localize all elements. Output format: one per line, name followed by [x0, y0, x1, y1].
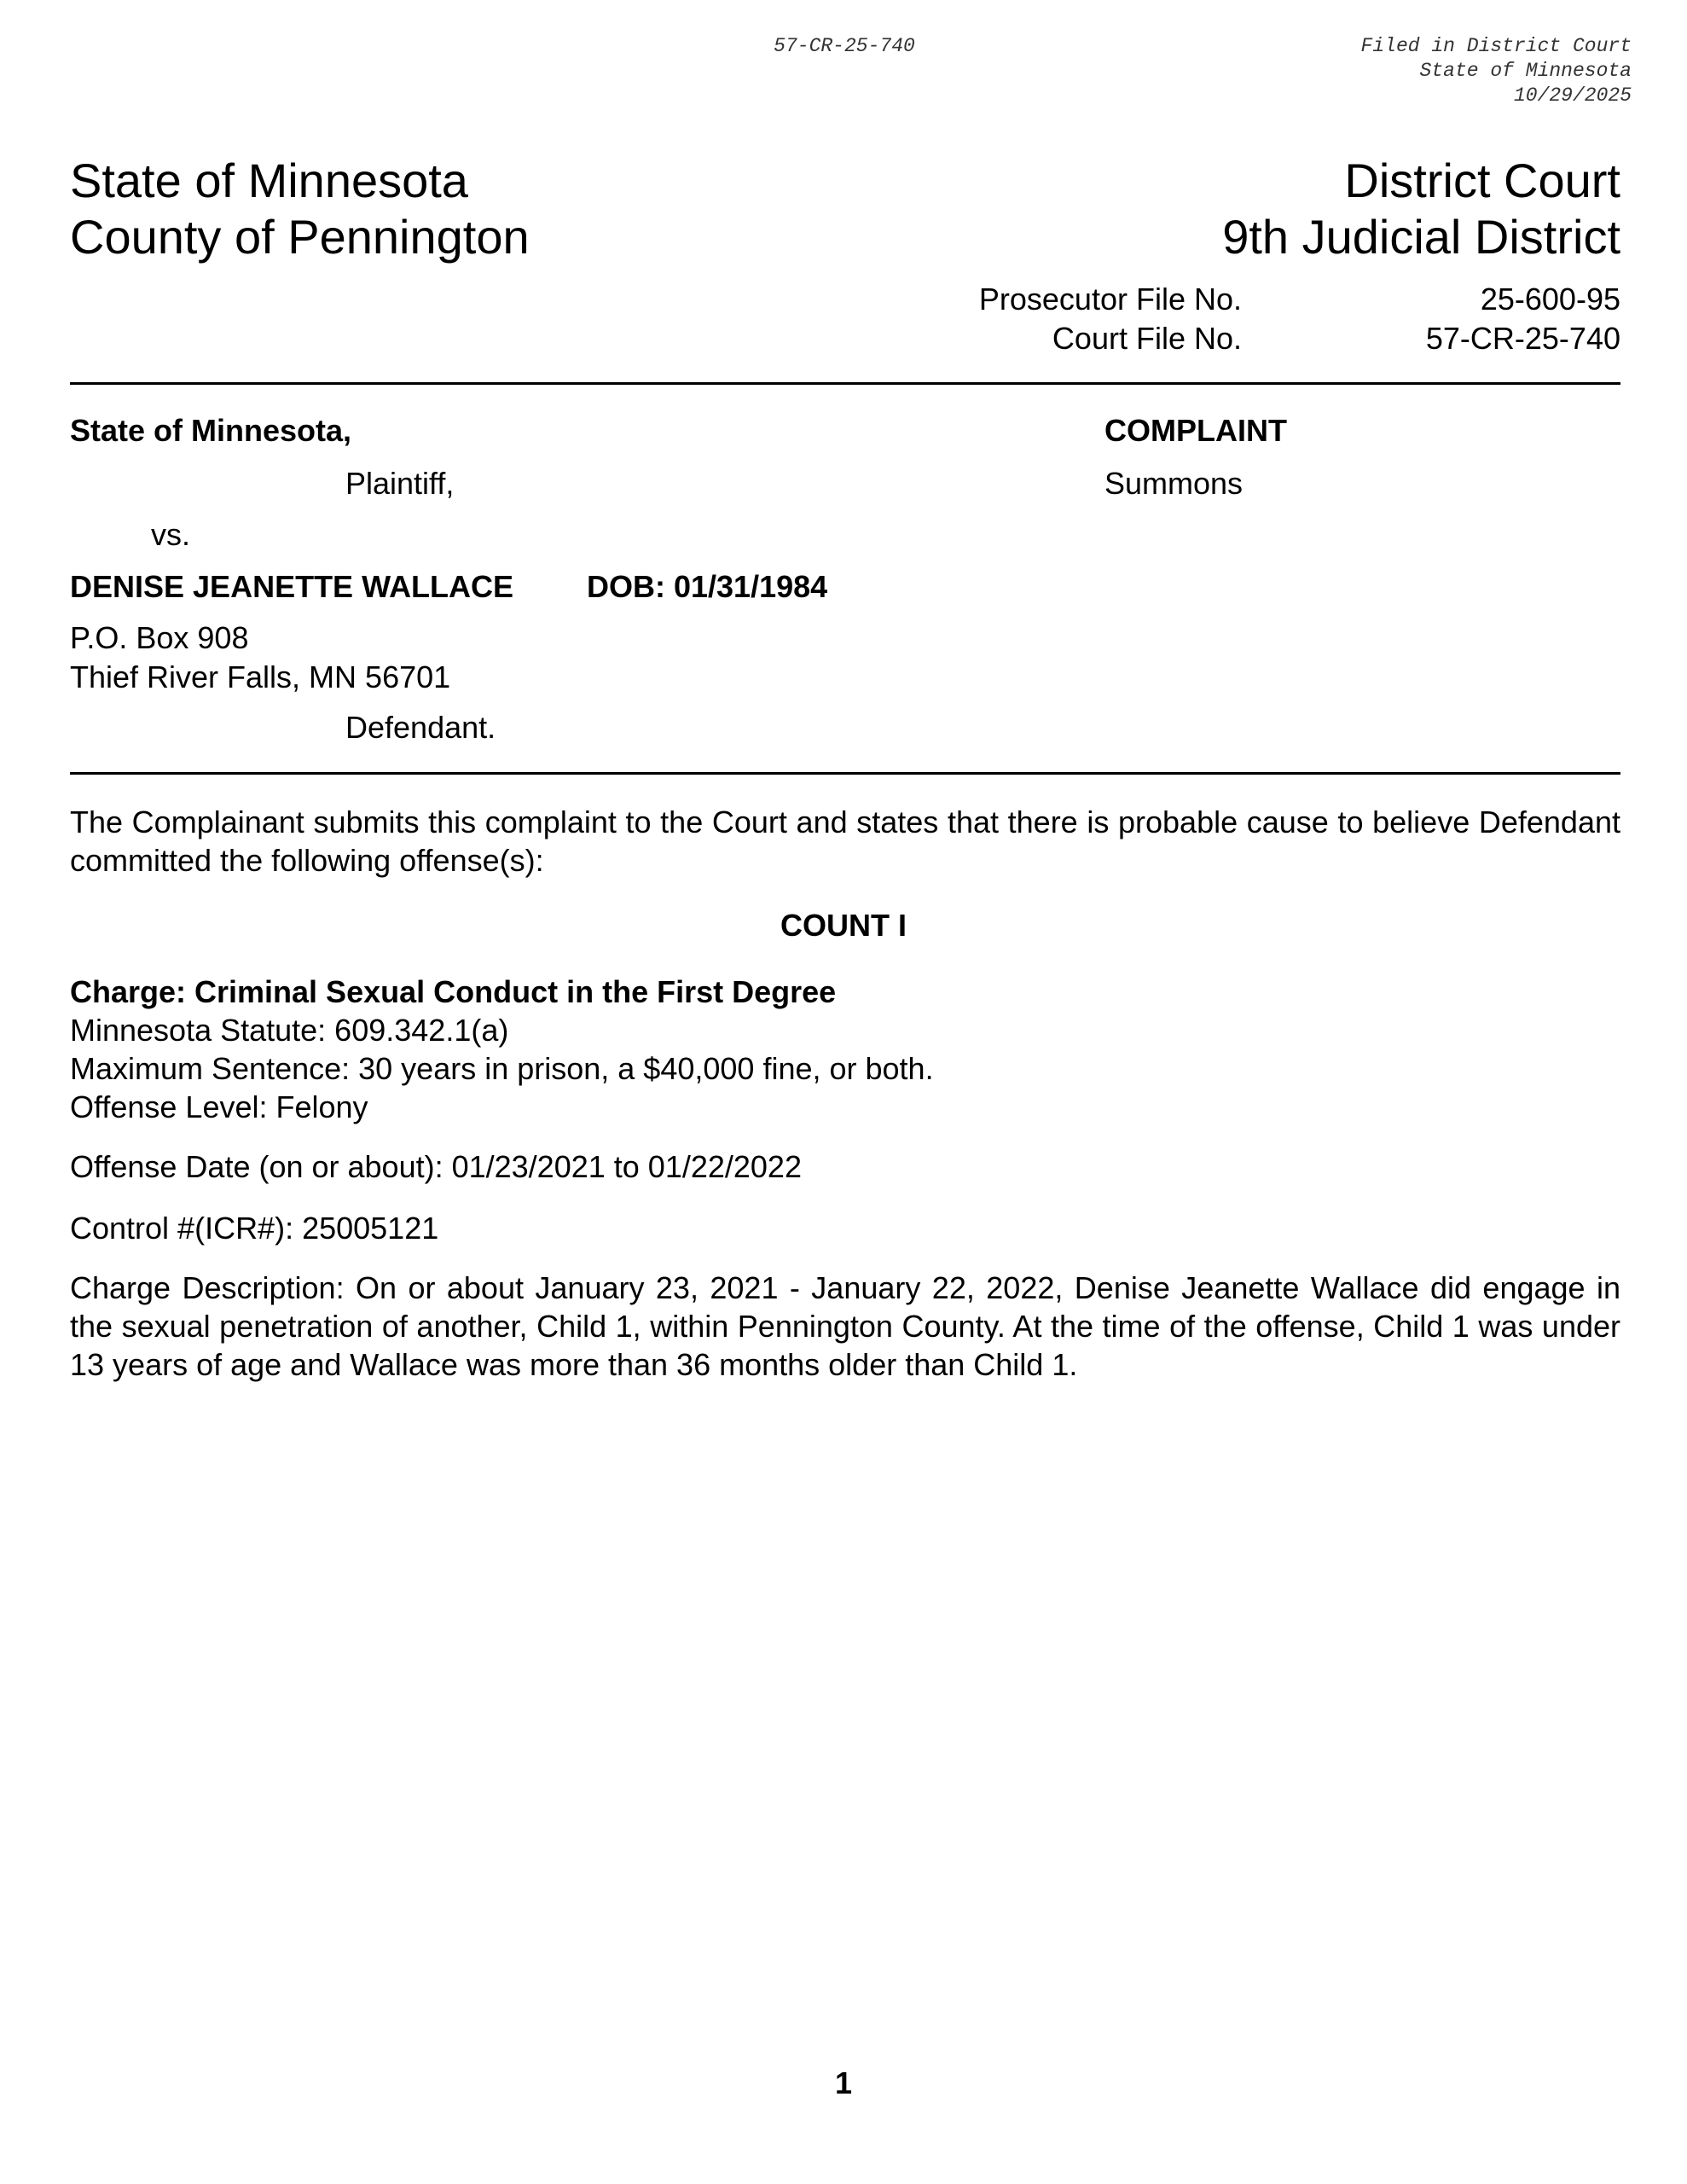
defendant-role: Defendant.: [345, 710, 496, 745]
caption-state: State of Minnesota: [70, 154, 468, 207]
document-subtype: Summons: [1104, 466, 1244, 501]
defendant-address-line1: P.O. Box 908: [70, 620, 249, 655]
court-file-value: 57-CR-25-740: [1425, 321, 1620, 356]
divider-bottom: [70, 772, 1620, 775]
count-title: COUNT I: [780, 908, 907, 943]
versus: vs.: [151, 517, 191, 552]
defendant-dob: DOB: 01/31/1984: [587, 569, 828, 604]
prosecutor-file-value: 25-600-95: [1480, 282, 1620, 317]
stamp-filed-line2: State of Minnesota: [1419, 60, 1632, 82]
intro-paragraph: The Complainant submits this complaint to the Court and states that there is probable cause to believe Defendant committed the following offense(s):: [70, 804, 1620, 878]
page-number: 1: [834, 2065, 853, 2100]
caption-court: District Court: [1344, 154, 1620, 207]
offense-date: Offense Date (on or about): 01/23/2021 to 01/22/2022: [70, 1149, 802, 1184]
court-file-label: Court File No.: [1052, 321, 1242, 356]
offense-level: Offense Level: Felony: [70, 1089, 368, 1124]
defendant-name: DENISE JEANETTE WALLACE: [70, 569, 514, 604]
document-type: COMPLAINT: [1104, 413, 1287, 448]
defendant-address-line2: Thief River Falls, MN 56701: [70, 659, 451, 694]
stamp-filed-line1: Filed in District Court: [1360, 35, 1632, 57]
control-number: Control #(ICR#): 25005121: [70, 1211, 439, 1246]
plaintiff-name: State of Minnesota,: [70, 413, 352, 448]
max-sentence: Maximum Sentence: 30 years in prison, a $40,000 fine, or both.: [70, 1051, 934, 1086]
divider-top: [70, 382, 1620, 385]
charge-title: Charge: Criminal Sexual Conduct in the First Degree: [70, 974, 837, 1009]
plaintiff-role: Plaintiff,: [345, 466, 455, 501]
charge-description: Charge Description: On or about January 23, 2021 - January 22, 2022, Denise Jeanette Wallace did engage in the sexual penetration of another, Child 1, within Pennington County. At the time of the offense, Child 1 was under 13 years of age and Wallace was more than 36 months older than Child 1.: [70, 1270, 1620, 1382]
caption-district: 9th Judicial District: [1222, 210, 1620, 264]
stamp-filed-date: 10/29/2025: [1513, 84, 1632, 107]
prosecutor-file-label: Prosecutor File No.: [978, 282, 1242, 317]
statute: Minnesota Statute: 609.342.1(a): [70, 1013, 509, 1048]
stamp-case-number: 57-CR-25-740: [774, 35, 915, 57]
caption-county: County of Pennington: [70, 210, 530, 264]
